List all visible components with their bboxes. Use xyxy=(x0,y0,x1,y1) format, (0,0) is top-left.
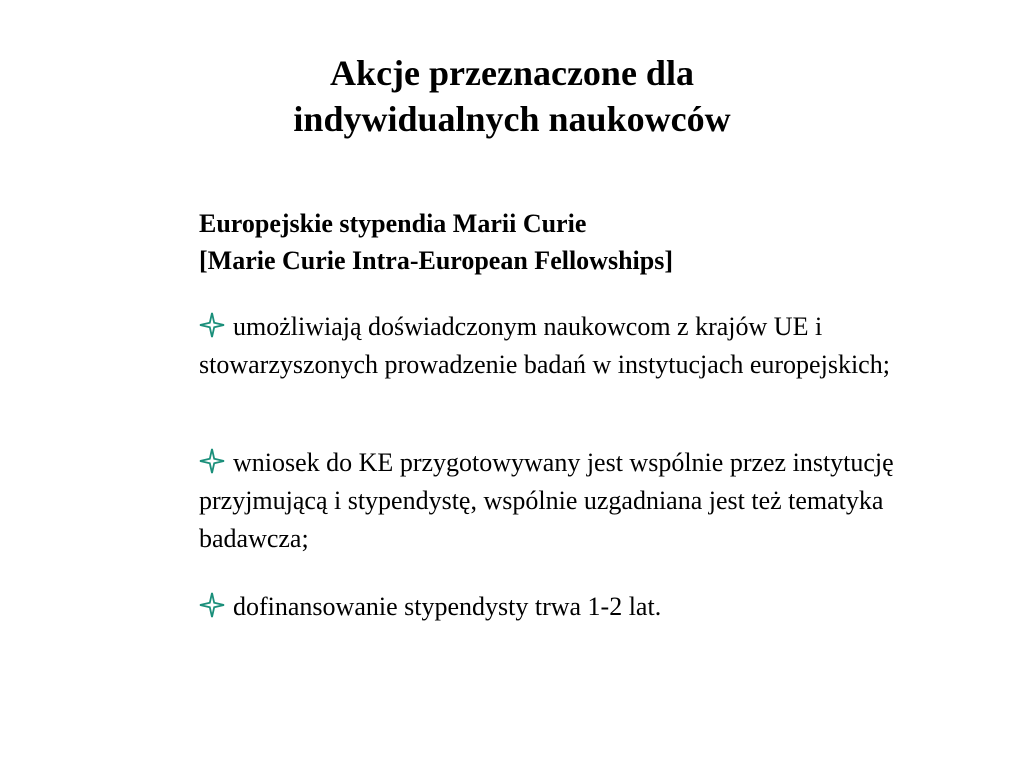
bullet-text-1: umożliwiają doświadczonym naukowcom z krajów UE i stowarzyszonych prowadzenie badań w instytucjach europejskich; xyxy=(199,312,890,379)
bullet-text-2: wniosek do KE przygotowywany jest wspólnie przez instytucję przyjmującą i stypendystę, wspólnie uzgadniana jest też tematyka badawcza; xyxy=(199,448,894,553)
bullet-item-2 xyxy=(199,444,939,558)
section-heading-line-1: Europejskie stypendia Marii Curie xyxy=(199,209,587,238)
bullet-item-1 xyxy=(199,308,939,384)
bullet-text-3: dofinansowanie stypendysty trwa 1-2 lat. xyxy=(233,592,662,621)
four-point-star-icon xyxy=(199,312,233,338)
slide-title xyxy=(0,50,1024,142)
four-point-star-icon xyxy=(199,592,233,618)
slide-title-line-1: Akcje przeznaczone dla xyxy=(330,53,694,93)
section-heading-line-2: [Marie Curie Intra-European Fellowships] xyxy=(199,246,673,275)
section-heading xyxy=(199,205,673,279)
slide-title-line-2: indywidualnych naukowców xyxy=(293,99,731,139)
four-point-star-icon xyxy=(199,448,233,474)
bullet-item-3 xyxy=(199,588,939,626)
